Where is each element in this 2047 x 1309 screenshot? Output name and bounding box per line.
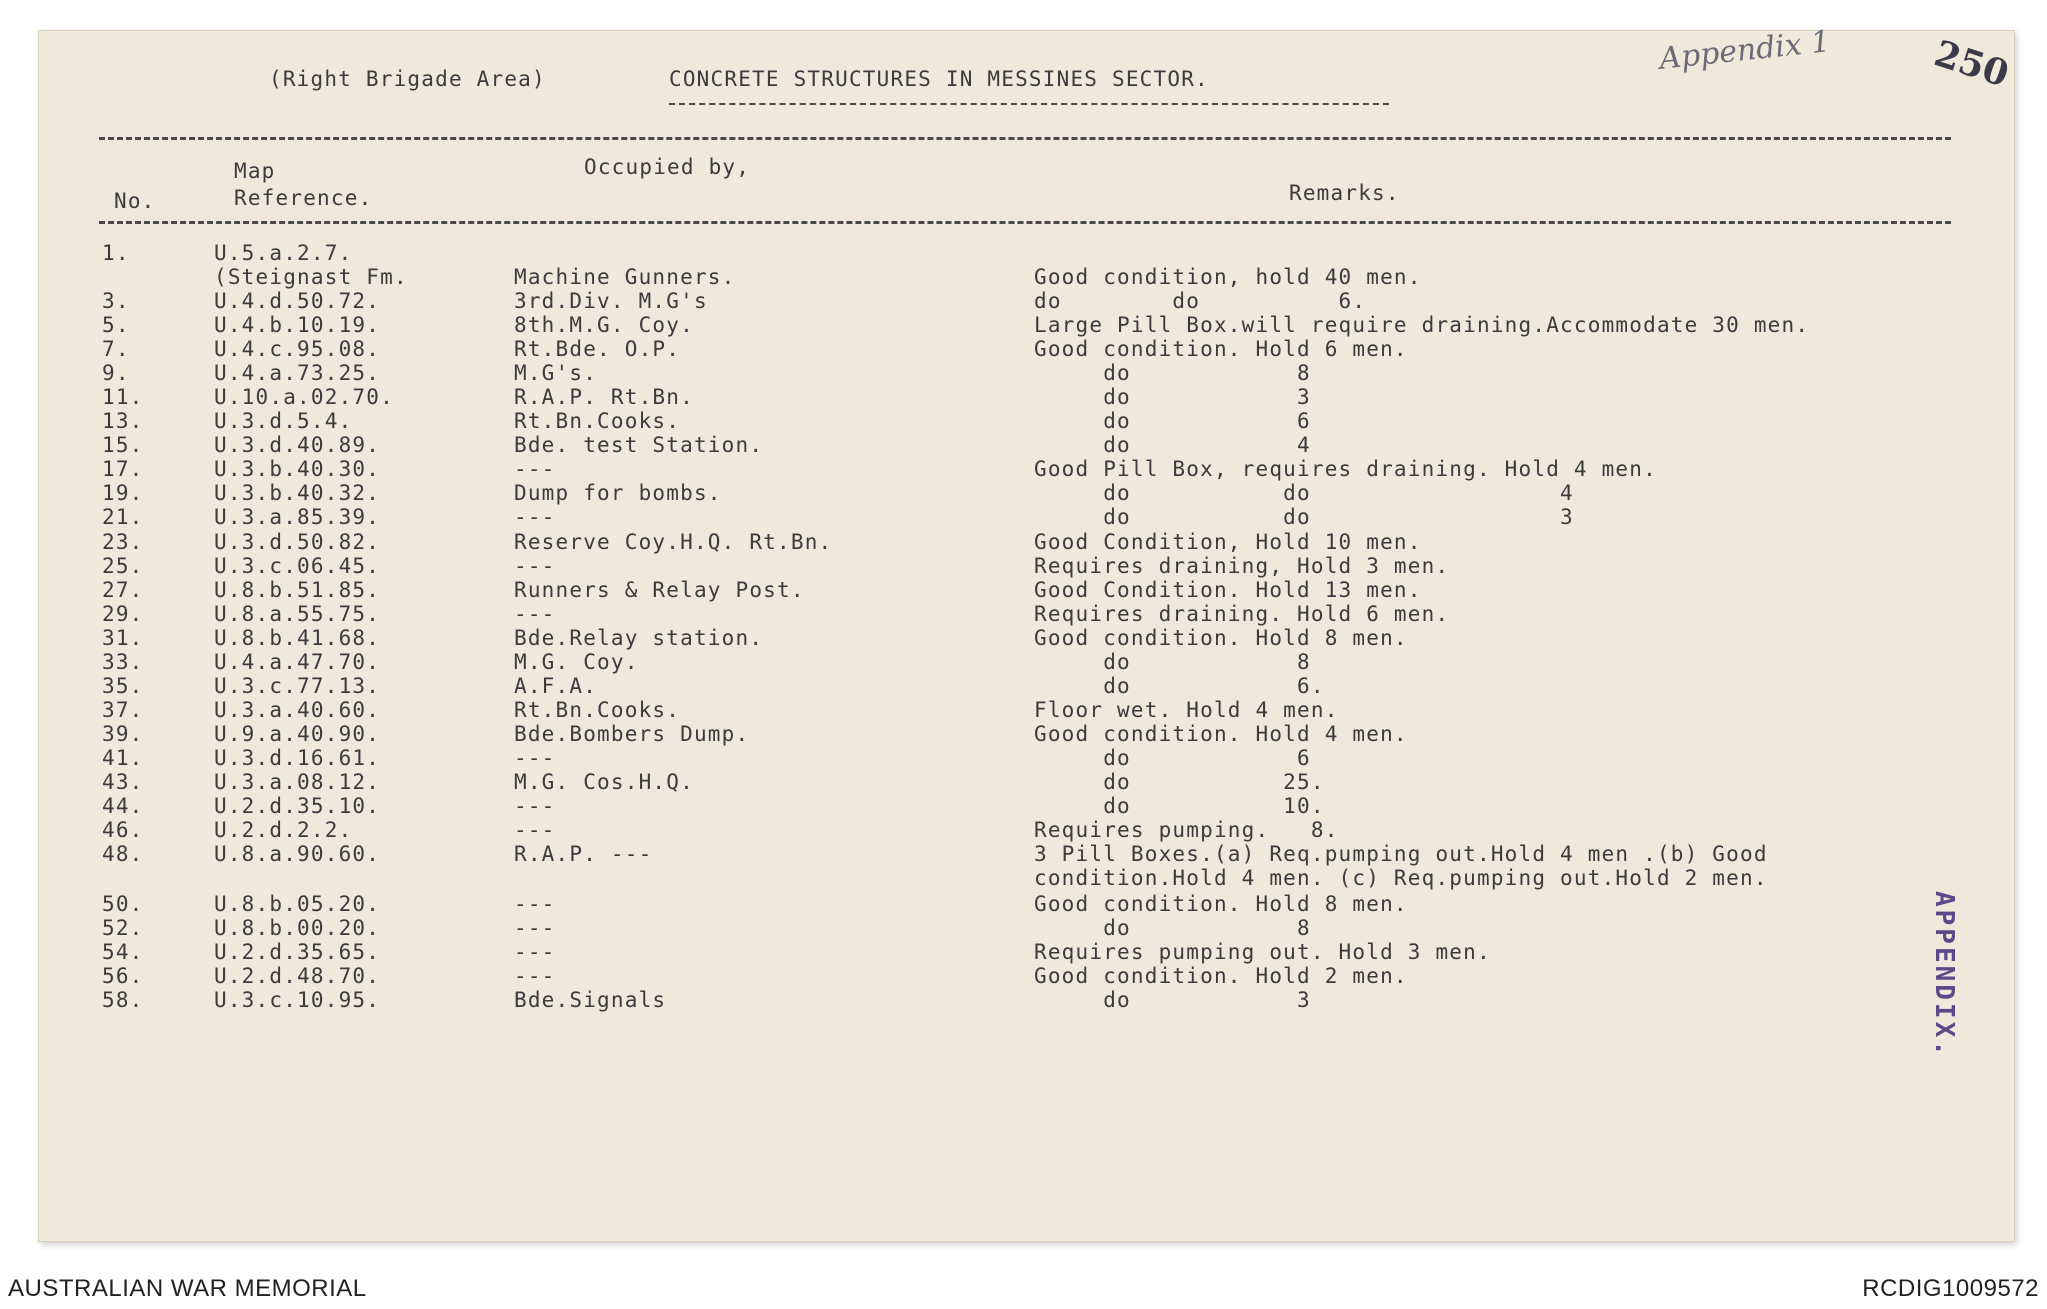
- header-rule-bottom: [99, 221, 1951, 224]
- occupied-by: Bde.Relay station.: [514, 626, 764, 650]
- row-number: 1.: [102, 241, 130, 265]
- occupied-by: ---: [514, 794, 556, 818]
- remarks: Requires draining. Hold 6 men.: [1034, 602, 1450, 626]
- remarks: 3 Pill Boxes.(a) Req.pumping out.Hold 4 men .(b) Good: [1034, 842, 1768, 866]
- row-number: 11.: [102, 385, 144, 409]
- remarks: Good condition. Hold 8 men.: [1034, 892, 1408, 916]
- row-number: 13.: [102, 409, 144, 433]
- occupied-by: 8th.M.G. Coy.: [514, 313, 694, 337]
- occupied-by: Bde.Bombers Dump.: [514, 722, 750, 746]
- occupied-by: ---: [514, 505, 556, 529]
- row-number: 33.: [102, 650, 144, 674]
- map-reference: U.3.d.5.4.: [214, 409, 353, 433]
- occupied-by: Reserve Coy.H.Q. Rt.Bn.: [514, 530, 833, 554]
- map-reference: U.5.a.2.7.: [214, 241, 353, 265]
- map-reference: U.3.b.40.30.: [214, 457, 381, 481]
- map-reference: U.3.a.85.39.: [214, 505, 381, 529]
- appendix-annotation: Appendix 1: [1657, 24, 1832, 77]
- remarks: do 6: [1034, 409, 1311, 433]
- row-number: 35.: [102, 674, 144, 698]
- row-number: 27.: [102, 578, 144, 602]
- row-number: 43.: [102, 770, 144, 794]
- occupied-by: Rt.Bn.Cooks.: [514, 409, 681, 433]
- row-number: 29.: [102, 602, 144, 626]
- col-header-occupied: Occupied by,: [584, 155, 751, 179]
- map-reference: U.8.a.55.75.: [214, 602, 381, 626]
- map-reference: U.4.a.47.70.: [214, 650, 381, 674]
- table-row: [39, 988, 2014, 1016]
- row-number: 52.: [102, 916, 144, 940]
- occupied-by: ---: [514, 746, 556, 770]
- map-reference: U.8.a.90.60.: [214, 842, 381, 866]
- occupied-by: A.F.A.: [514, 674, 598, 698]
- remarks: do 10.: [1034, 794, 1325, 818]
- map-reference: U.8.b.41.68.: [214, 626, 381, 650]
- row-number: 39.: [102, 722, 144, 746]
- occupied-by: R.A.P. ---: [514, 842, 653, 866]
- map-reference: U.4.d.50.72.: [214, 289, 381, 313]
- remarks: do 4: [1034, 433, 1311, 457]
- remarks: do 6.: [1034, 674, 1325, 698]
- occupied-by: 3rd.Div. M.G's: [514, 289, 708, 313]
- row-number: 31.: [102, 626, 144, 650]
- occupied-by: Rt.Bn.Cooks.: [514, 698, 681, 722]
- map-reference: U.2.d.35.65.: [214, 940, 381, 964]
- occupied-by: ---: [514, 554, 556, 578]
- occupied-by: ---: [514, 892, 556, 916]
- row-number: 3.: [102, 289, 130, 313]
- remarks: do do 6.: [1034, 289, 1367, 313]
- document-title: CONCRETE STRUCTURES IN MESSINES SECTOR.: [669, 67, 1209, 91]
- structures-table: [39, 241, 2014, 1201]
- row-number: 5.: [102, 313, 130, 337]
- map-reference: U.8.b.00.20.: [214, 916, 381, 940]
- remarks: Good condition. Hold 4 men.: [1034, 722, 1408, 746]
- remarks: do 3: [1034, 988, 1311, 1012]
- row-number: 58.: [102, 988, 144, 1012]
- row-number: 21.: [102, 505, 144, 529]
- map-reference: U.3.d.40.89.: [214, 433, 381, 457]
- occupied-by: Bde. test Station.: [514, 433, 764, 457]
- row-number: 23.: [102, 530, 144, 554]
- remarks: Good condition. Hold 8 men.: [1034, 626, 1408, 650]
- row-number: 25.: [102, 554, 144, 578]
- map-reference: U.3.c.77.13.: [214, 674, 381, 698]
- row-number: 54.: [102, 940, 144, 964]
- row-number: 44.: [102, 794, 144, 818]
- header-rule-top: [99, 137, 1951, 140]
- map-reference: U.10.a.02.70.: [214, 385, 394, 409]
- row-number: 19.: [102, 481, 144, 505]
- row-number: 56.: [102, 964, 144, 988]
- occupied-by: M.G. Coy.: [514, 650, 639, 674]
- map-reference: U.3.a.08.12.: [214, 770, 381, 794]
- remarks: do 8: [1034, 916, 1311, 940]
- document-sheet: [38, 24, 2015, 1242]
- remarks: condition.Hold 4 men. (c) Req.pumping out.Hold 2 men.: [1034, 866, 1768, 890]
- row-number: 41.: [102, 746, 144, 770]
- remarks: do do 4: [1034, 481, 1574, 505]
- remarks: do 25.: [1034, 770, 1325, 794]
- remarks: do 6: [1034, 746, 1311, 770]
- remarks: Requires pumping. 8.: [1034, 818, 1339, 842]
- row-number: 46.: [102, 818, 144, 842]
- title-underline: [669, 103, 1389, 105]
- remarks: Floor wet. Hold 4 men.: [1034, 698, 1339, 722]
- occupied-by: ---: [514, 964, 556, 988]
- row-number: 15.: [102, 433, 144, 457]
- occupied-by: ---: [514, 916, 556, 940]
- map-reference: U.2.d.2.2.: [214, 818, 353, 842]
- map-reference: U.8.b.05.20.: [214, 892, 381, 916]
- footer-institution: AUSTRALIAN WAR MEMORIAL: [8, 1275, 367, 1302]
- table-row: [39, 866, 2014, 894]
- occupied-by: ---: [514, 602, 556, 626]
- remarks: Requires draining, Hold 3 men.: [1034, 554, 1450, 578]
- occupied-by: ---: [514, 457, 556, 481]
- remarks: Good Condition, Hold 10 men.: [1034, 530, 1422, 554]
- map-reference: U.4.c.95.08.: [214, 337, 381, 361]
- area-heading: (Right Brigade Area): [269, 67, 546, 91]
- remarks: do 8: [1034, 650, 1311, 674]
- row-number: 48.: [102, 842, 144, 866]
- remarks: Large Pill Box.will require draining.Accommodate 30 men.: [1034, 313, 1810, 337]
- remarks: Requires pumping out. Hold 3 men.: [1034, 940, 1491, 964]
- folio-number: 250: [1929, 32, 2014, 96]
- row-number: 50.: [102, 892, 144, 916]
- remarks: Good condition. Hold 6 men.: [1034, 337, 1408, 361]
- map-reference: U.3.b.40.32.: [214, 481, 381, 505]
- occupied-by: ---: [514, 940, 556, 964]
- map-reference: U.3.d.50.82.: [214, 530, 381, 554]
- row-number: 7.: [102, 337, 130, 361]
- remarks: do 8: [1034, 361, 1311, 385]
- remarks: do 3: [1034, 385, 1311, 409]
- map-reference: U.2.d.35.10.: [214, 794, 381, 818]
- map-reference: U.3.c.06.45.: [214, 554, 381, 578]
- remarks: do do 3: [1034, 505, 1574, 529]
- occupied-by: M.G's.: [514, 361, 598, 385]
- occupied-by: ---: [514, 818, 556, 842]
- map-reference: U.3.d.16.61.: [214, 746, 381, 770]
- col-header-no: No.: [114, 189, 156, 213]
- map-reference: U.4.a.73.25.: [214, 361, 381, 385]
- occupied-by: Rt.Bde. O.P.: [514, 337, 681, 361]
- remarks: Good condition, hold 40 men.: [1034, 265, 1422, 289]
- col-header-reference: Reference.: [234, 186, 373, 210]
- remarks: Good condition. Hold 2 men.: [1034, 964, 1408, 988]
- map-reference: U.9.a.40.90.: [214, 722, 381, 746]
- map-reference: U.2.d.48.70.: [214, 964, 381, 988]
- map-reference: (Steignast Fm.: [214, 265, 408, 289]
- appendix-stamp: APPENDIX.: [1929, 891, 1959, 1059]
- occupied-by: Dump for bombs.: [514, 481, 722, 505]
- map-reference: U.3.a.40.60.: [214, 698, 381, 722]
- occupied-by: R.A.P. Rt.Bn.: [514, 385, 694, 409]
- occupied-by: M.G. Cos.H.Q.: [514, 770, 694, 794]
- row-number: 17.: [102, 457, 144, 481]
- footer-catalog-id: RCDIG1009572: [1862, 1275, 2039, 1302]
- remarks: Good Pill Box, requires draining. Hold 4 men.: [1034, 457, 1657, 481]
- map-reference: U.3.c.10.95.: [214, 988, 381, 1012]
- occupied-by: Machine Gunners.: [514, 265, 736, 289]
- col-header-remarks: Remarks.: [1289, 181, 1400, 205]
- table-row: [39, 505, 2014, 533]
- map-reference: U.4.b.10.19.: [214, 313, 381, 337]
- occupied-by: Runners & Relay Post.: [514, 578, 805, 602]
- row-number: 37.: [102, 698, 144, 722]
- remarks: Good Condition. Hold 13 men.: [1034, 578, 1422, 602]
- occupied-by: Bde.Signals: [514, 988, 667, 1012]
- row-number: 9.: [102, 361, 130, 385]
- col-header-map: Map: [234, 159, 276, 183]
- map-reference: U.8.b.51.85.: [214, 578, 381, 602]
